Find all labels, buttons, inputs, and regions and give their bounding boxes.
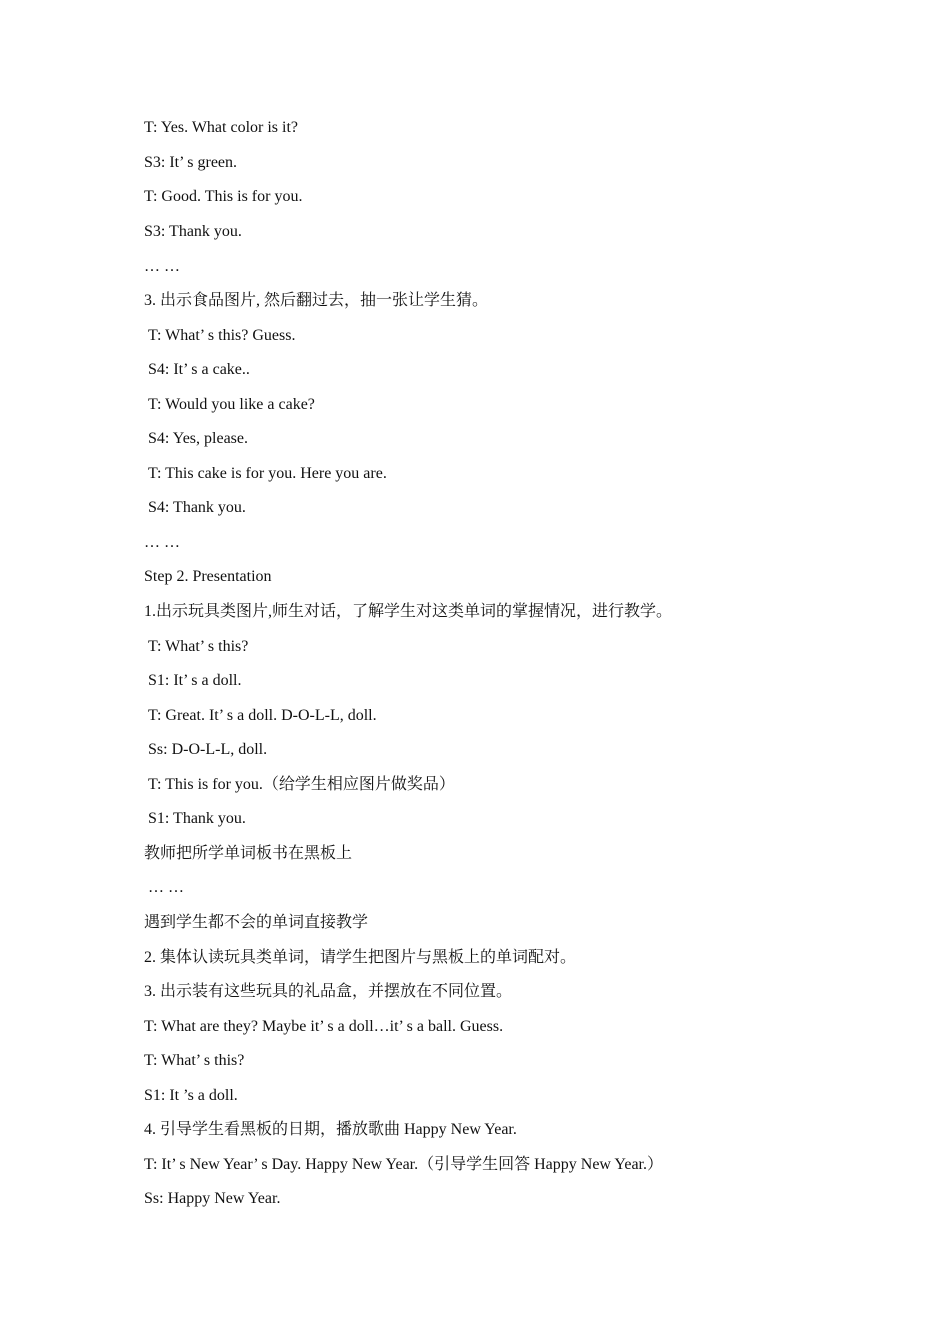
dialogue-line: T: What are they? Maybe it’ s a doll…it’ s a ball. Guess. [144,1018,504,1035]
dialogue-line: T: This is for you.（给学生相应图片做奖品） [148,776,455,793]
dialogue-line: S1: Thank you. [148,810,246,827]
dialogue-line: T: This cake is for you. Here you are. [148,465,387,482]
dialogue-line: S4: Yes, please. [148,430,249,447]
dialogue-line: Ss: D-O-L-L, doll. [148,741,268,758]
dialogue-line: T: Would you like a cake? [148,396,315,413]
dialogue-line: S4: It’ s a cake.. [148,361,250,378]
ellipsis-line: … … [148,879,184,896]
dialogue-line: T: It’ s New Year’ s Day. Happy New Year.（引导学生回答 Happy New Year.） [144,1156,663,1173]
instruction-line: 1.出示玩具类图片,师生对话，了解学生对这类单词的掌握情况，进行教学。 [144,603,673,620]
dialogue-line: T: Great. It’ s a doll. D-O-L-L, doll. [148,707,377,724]
instruction-line: 教师把所学单词板书在黑板上 [144,845,353,862]
dialogue-line: T: What’ s this? Guess. [148,327,296,344]
dialogue-line: T: Yes. What color is it? [144,119,299,136]
dialogue-line: S1: It ’s a doll. [144,1087,238,1104]
instruction-line: 遇到学生都不会的单词直接教学 [144,914,369,931]
instruction-line: 4. 引导学生看黑板的日期，播放歌曲 Happy New Year. [144,1121,517,1138]
instruction-line: 3. 出示食品图片, 然后翻过去，抽一张让学生猜。 [144,292,489,309]
dialogue-line: S1: It’ s a doll. [148,672,242,689]
ellipsis-line: … … [144,534,180,551]
instruction-line: 2. 集体认读玩具类单词，请学生把图片与黑板上的单词配对。 [144,949,577,966]
dialogue-line: S4: Thank you. [148,499,246,516]
dialogue-line: S3: Thank you. [144,223,242,240]
ellipsis-line: … … [144,258,180,275]
section-heading: Step 2. Presentation [144,568,272,585]
dialogue-line: T: What’ s this? [148,638,249,655]
dialogue-line: S3: It’ s green. [144,154,238,171]
instruction-line: 3. 出示装有这些玩具的礼品盒，并摆放在不同位置。 [144,983,513,1000]
dialogue-line: T: Good. This is for you. [144,188,303,205]
dialogue-line: Ss: Happy New Year. [144,1190,281,1207]
dialogue-line: T: What’ s this? [144,1052,245,1069]
